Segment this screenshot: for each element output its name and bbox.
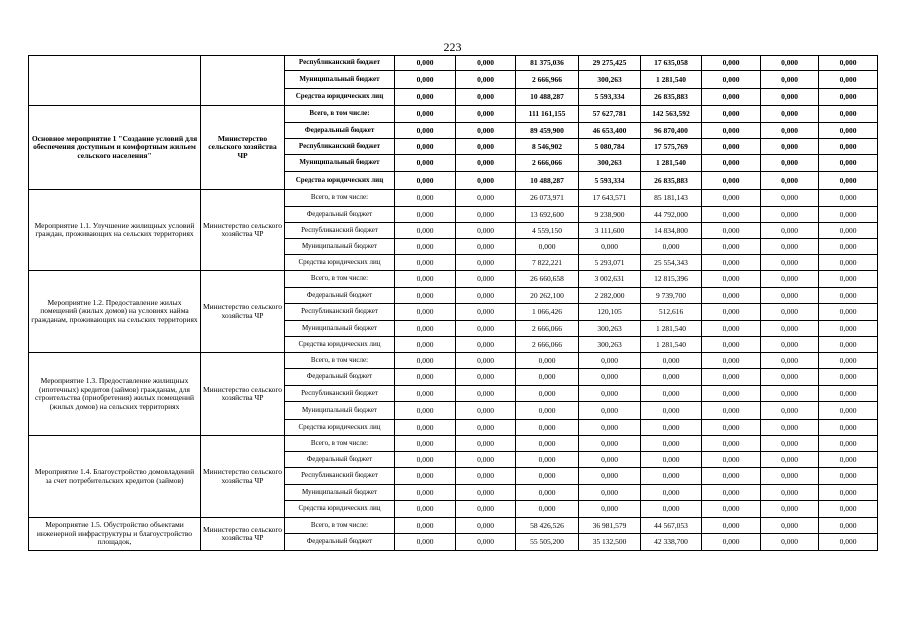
value-cell: 25 554,343 — [641, 255, 702, 271]
value-cell: 2 666,066 — [516, 337, 579, 353]
value-cell: 0,000 — [819, 402, 878, 420]
value-cell: 0,000 — [579, 501, 641, 518]
value-cell: 0,000 — [395, 485, 456, 501]
value-cell: 0,000 — [516, 402, 579, 420]
value-cell: 0,000 — [819, 452, 878, 468]
value-cell: 0,000 — [761, 56, 819, 71]
funding-source-cell: Всего, в том числе: — [285, 106, 395, 123]
value-cell: 0,000 — [702, 255, 761, 271]
responsible-org-cell: Министерство сельского хозяйства ЧР — [201, 353, 285, 436]
value-cell: 0,000 — [395, 534, 456, 551]
value-cell: 0,000 — [761, 321, 819, 337]
value-cell: 0,000 — [819, 468, 878, 485]
value-cell: 0,000 — [456, 436, 516, 452]
table-row — [29, 190, 878, 207]
value-cell: 0,000 — [456, 452, 516, 468]
table-row — [29, 56, 878, 71]
value-cell: 35 132,500 — [579, 534, 641, 551]
value-cell: 13 692,600 — [516, 207, 579, 223]
funding-source-cell: Федеральный бюджет — [285, 207, 395, 223]
funding-source-cell: Средства юридических лиц — [285, 420, 395, 436]
value-cell: 0,000 — [395, 239, 456, 255]
value-cell: 0,000 — [702, 89, 761, 106]
value-cell: 0,000 — [456, 106, 516, 123]
value-cell: 0,000 — [819, 172, 878, 190]
value-cell: 5 593,334 — [579, 89, 641, 106]
value-cell: 0,000 — [395, 369, 456, 386]
funding-source-cell: Всего, в том числе: — [285, 353, 395, 369]
value-cell: 0,000 — [761, 534, 819, 551]
value-cell: 0,000 — [819, 386, 878, 402]
funding-source-cell: Федеральный бюджет — [285, 534, 395, 551]
value-cell: 89 459,900 — [516, 123, 579, 139]
value-cell: 0,000 — [641, 485, 702, 501]
value-cell: 0,000 — [761, 353, 819, 369]
value-cell: 0,000 — [702, 436, 761, 452]
value-cell: 0,000 — [761, 106, 819, 123]
value-cell: 0,000 — [819, 534, 878, 551]
table-row — [29, 436, 878, 452]
value-cell: 5 593,334 — [579, 172, 641, 190]
value-cell: 0,000 — [761, 436, 819, 452]
value-cell: 0,000 — [702, 288, 761, 304]
value-cell: 0,000 — [702, 386, 761, 402]
funding-source-cell: Муниципальный бюджет — [285, 402, 395, 420]
value-cell: 0,000 — [641, 468, 702, 485]
value-cell: 0,000 — [641, 501, 702, 518]
funding-source-cell: Всего, в том числе: — [285, 436, 395, 452]
value-cell: 36 981,579 — [579, 518, 641, 534]
value-cell: 0,000 — [395, 155, 456, 172]
value-cell: 0,000 — [395, 501, 456, 518]
value-cell: 0,000 — [395, 518, 456, 534]
value-cell: 96 870,400 — [641, 123, 702, 139]
table-body — [29, 56, 878, 551]
value-cell: 0,000 — [819, 155, 878, 172]
funding-source-cell: Средства юридических лиц — [285, 255, 395, 271]
value-cell: 0,000 — [819, 271, 878, 288]
table-row — [29, 518, 878, 534]
value-cell: 0,000 — [456, 239, 516, 255]
value-cell: 0,000 — [579, 369, 641, 386]
value-cell: 0,000 — [395, 353, 456, 369]
funding-source-cell: Республиканский бюджет — [285, 468, 395, 485]
activity-name-cell — [29, 56, 201, 106]
value-cell: 0,000 — [579, 485, 641, 501]
funding-source-cell: Республиканский бюджет — [285, 386, 395, 402]
value-cell: 0,000 — [702, 501, 761, 518]
value-cell: 0,000 — [819, 337, 878, 353]
value-cell: 0,000 — [641, 420, 702, 436]
value-cell: 0,000 — [456, 485, 516, 501]
funding-source-cell: Средства юридических лиц — [285, 172, 395, 190]
value-cell: 3 111,600 — [579, 223, 641, 239]
value-cell: 42 338,700 — [641, 534, 702, 551]
value-cell: 0,000 — [579, 468, 641, 485]
value-cell: 0,000 — [761, 172, 819, 190]
funding-source-cell: Федеральный бюджет — [285, 123, 395, 139]
value-cell: 0,000 — [395, 106, 456, 123]
value-cell: 0,000 — [702, 468, 761, 485]
value-cell: 0,000 — [395, 172, 456, 190]
value-cell: 0,000 — [516, 353, 579, 369]
value-cell: 0,000 — [456, 139, 516, 155]
value-cell: 0,000 — [761, 139, 819, 155]
value-cell: 0,000 — [819, 89, 878, 106]
value-cell: 0,000 — [702, 337, 761, 353]
value-cell: 0,000 — [456, 190, 516, 207]
activity-name-cell: Мероприятие 1.2. Предоставление жилых помещений (жилых домов) на условиях найма гражданам, проживающих на сельских территориях — [29, 271, 201, 353]
value-cell: 0,000 — [702, 155, 761, 172]
value-cell: 0,000 — [395, 123, 456, 139]
value-cell: 0,000 — [641, 369, 702, 386]
funding-source-cell: Муниципальный бюджет — [285, 485, 395, 501]
value-cell: 0,000 — [641, 386, 702, 402]
value-cell: 5 080,784 — [579, 139, 641, 155]
value-cell: 5 293,071 — [579, 255, 641, 271]
value-cell: 17 575,769 — [641, 139, 702, 155]
value-cell: 0,000 — [702, 369, 761, 386]
funding-source-cell: Республиканский бюджет — [285, 304, 395, 321]
value-cell: 0,000 — [819, 207, 878, 223]
value-cell: 0,000 — [456, 420, 516, 436]
value-cell: 0,000 — [819, 223, 878, 239]
value-cell: 0,000 — [456, 172, 516, 190]
value-cell: 0,000 — [516, 436, 579, 452]
value-cell: 0,000 — [761, 71, 819, 89]
value-cell: 0,000 — [819, 190, 878, 207]
value-cell: 0,000 — [395, 139, 456, 155]
value-cell: 0,000 — [702, 353, 761, 369]
value-cell: 300,263 — [579, 71, 641, 89]
value-cell: 0,000 — [761, 386, 819, 402]
value-cell: 29 275,425 — [579, 56, 641, 71]
value-cell: 0,000 — [516, 386, 579, 402]
value-cell: 0,000 — [456, 402, 516, 420]
value-cell: 0,000 — [516, 501, 579, 518]
value-cell: 0,000 — [456, 337, 516, 353]
value-cell: 0,000 — [761, 468, 819, 485]
value-cell: 44 567,053 — [641, 518, 702, 534]
value-cell: 0,000 — [395, 89, 456, 106]
value-cell: 142 563,592 — [641, 106, 702, 123]
value-cell: 0,000 — [395, 255, 456, 271]
value-cell: 2 282,000 — [579, 288, 641, 304]
value-cell: 0,000 — [456, 56, 516, 71]
value-cell: 55 505,200 — [516, 534, 579, 551]
value-cell: 0,000 — [395, 402, 456, 420]
value-cell: 0,000 — [702, 420, 761, 436]
value-cell: 0,000 — [702, 106, 761, 123]
value-cell: 0,000 — [819, 106, 878, 123]
value-cell: 0,000 — [456, 353, 516, 369]
value-cell: 0,000 — [579, 402, 641, 420]
value-cell: 3 002,631 — [579, 271, 641, 288]
value-cell: 26 835,883 — [641, 89, 702, 106]
value-cell: 81 375,036 — [516, 56, 579, 71]
value-cell: 0,000 — [456, 468, 516, 485]
value-cell: 0,000 — [456, 369, 516, 386]
funding-source-cell: Муниципальный бюджет — [285, 155, 395, 172]
funding-source-cell: Муниципальный бюджет — [285, 239, 395, 255]
value-cell: 0,000 — [579, 420, 641, 436]
value-cell: 0,000 — [456, 71, 516, 89]
value-cell: 0,000 — [456, 207, 516, 223]
value-cell: 0,000 — [395, 468, 456, 485]
funding-source-cell: Муниципальный бюджет — [285, 321, 395, 337]
value-cell: 0,000 — [395, 223, 456, 239]
value-cell: 0,000 — [702, 518, 761, 534]
value-cell: 0,000 — [819, 304, 878, 321]
value-cell: 8 546,902 — [516, 139, 579, 155]
value-cell: 0,000 — [819, 420, 878, 436]
value-cell: 0,000 — [579, 239, 641, 255]
value-cell: 0,000 — [702, 402, 761, 420]
value-cell: 0,000 — [702, 139, 761, 155]
value-cell: 0,000 — [395, 71, 456, 89]
value-cell: 0,000 — [516, 452, 579, 468]
value-cell: 0,000 — [702, 304, 761, 321]
value-cell: 0,000 — [819, 255, 878, 271]
value-cell: 0,000 — [579, 353, 641, 369]
value-cell: 0,000 — [761, 420, 819, 436]
table-row — [29, 106, 878, 123]
value-cell: 111 161,155 — [516, 106, 579, 123]
value-cell: 0,000 — [641, 353, 702, 369]
value-cell: 0,000 — [641, 239, 702, 255]
value-cell: 0,000 — [761, 304, 819, 321]
value-cell: 0,000 — [641, 452, 702, 468]
value-cell: 0,000 — [819, 485, 878, 501]
funding-source-cell: Республиканский бюджет — [285, 139, 395, 155]
funding-source-cell: Средства юридических лиц — [285, 89, 395, 106]
value-cell: 0,000 — [702, 321, 761, 337]
value-cell: 0,000 — [761, 501, 819, 518]
value-cell: 0,000 — [516, 468, 579, 485]
funding-source-cell: Федеральный бюджет — [285, 288, 395, 304]
value-cell: 0,000 — [819, 518, 878, 534]
value-cell: 0,000 — [579, 386, 641, 402]
value-cell: 10 488,287 — [516, 172, 579, 190]
value-cell: 26 660,658 — [516, 271, 579, 288]
value-cell: 512,616 — [641, 304, 702, 321]
value-cell: 0,000 — [456, 89, 516, 106]
value-cell: 0,000 — [516, 420, 579, 436]
value-cell: 44 792,000 — [641, 207, 702, 223]
value-cell: 0,000 — [579, 452, 641, 468]
responsible-org-cell: Министерство сельского хозяйства ЧР — [201, 271, 285, 353]
funding-source-cell: Всего, в том числе: — [285, 518, 395, 534]
value-cell: 0,000 — [819, 369, 878, 386]
value-cell: 0,000 — [819, 288, 878, 304]
funding-source-cell: Муниципальный бюджет — [285, 71, 395, 89]
value-cell: 0,000 — [641, 402, 702, 420]
value-cell: 0,000 — [761, 271, 819, 288]
funding-source-cell: Средства юридических лиц — [285, 501, 395, 518]
value-cell: 0,000 — [702, 452, 761, 468]
value-cell: 85 181,143 — [641, 190, 702, 207]
value-cell: 0,000 — [761, 337, 819, 353]
value-cell: 0,000 — [456, 386, 516, 402]
funding-source-cell: Республиканский бюджет — [285, 223, 395, 239]
value-cell: 1 066,426 — [516, 304, 579, 321]
value-cell: 58 426,526 — [516, 518, 579, 534]
value-cell: 0,000 — [761, 239, 819, 255]
value-cell: 0,000 — [761, 288, 819, 304]
funding-source-cell: Всего, в том числе: — [285, 271, 395, 288]
value-cell: 57 627,781 — [579, 106, 641, 123]
value-cell: 0,000 — [702, 56, 761, 71]
page-number: 223 — [443, 40, 462, 54]
value-cell: 0,000 — [761, 452, 819, 468]
value-cell: 1 281,540 — [641, 337, 702, 353]
activity-name-cell: Основное мероприятие 1 "Создание условий для обеспечения доступным и комфортным жильем сельского населения" — [29, 106, 201, 190]
value-cell: 9 739,700 — [641, 288, 702, 304]
value-cell: 0,000 — [761, 123, 819, 139]
value-cell: 7 822,221 — [516, 255, 579, 271]
responsible-org-cell: Министерство сельского хозяйства ЧР — [201, 436, 285, 518]
value-cell: 0,000 — [761, 402, 819, 420]
responsible-org-cell: Министерство сельского хозяйства ЧР — [201, 190, 285, 271]
value-cell: 4 559,150 — [516, 223, 579, 239]
value-cell: 0,000 — [395, 337, 456, 353]
value-cell: 0,000 — [456, 155, 516, 172]
responsible-org-cell: Министерство сельского хозяйства ЧР — [201, 518, 285, 551]
value-cell: 0,000 — [819, 123, 878, 139]
funding-source-cell: Средства юридических лиц — [285, 337, 395, 353]
responsible-org-cell — [201, 56, 285, 106]
value-cell: 26 073,971 — [516, 190, 579, 207]
value-cell: 0,000 — [456, 304, 516, 321]
funding-source-cell: Всего, в том числе: — [285, 190, 395, 207]
value-cell: 0,000 — [456, 518, 516, 534]
value-cell: 300,263 — [579, 337, 641, 353]
value-cell: 0,000 — [395, 420, 456, 436]
value-cell: 0,000 — [819, 71, 878, 89]
value-cell: 0,000 — [395, 452, 456, 468]
value-cell: 300,263 — [579, 155, 641, 172]
value-cell: 0,000 — [761, 207, 819, 223]
value-cell: 0,000 — [819, 353, 878, 369]
value-cell: 0,000 — [702, 207, 761, 223]
value-cell: 2 666,066 — [516, 155, 579, 172]
value-cell: 20 262,100 — [516, 288, 579, 304]
value-cell: 0,000 — [702, 71, 761, 89]
value-cell: 0,000 — [395, 304, 456, 321]
value-cell: 0,000 — [702, 223, 761, 239]
value-cell: 0,000 — [761, 255, 819, 271]
value-cell: 26 835,883 — [641, 172, 702, 190]
value-cell: 1 281,540 — [641, 155, 702, 172]
value-cell: 0,000 — [761, 223, 819, 239]
value-cell: 0,000 — [579, 436, 641, 452]
value-cell: 17 643,571 — [579, 190, 641, 207]
value-cell: 0,000 — [702, 239, 761, 255]
value-cell: 0,000 — [702, 485, 761, 501]
value-cell: 10 488,287 — [516, 89, 579, 106]
value-cell: 46 653,400 — [579, 123, 641, 139]
value-cell: 0,000 — [456, 501, 516, 518]
funding-source-cell: Федеральный бюджет — [285, 452, 395, 468]
value-cell: 0,000 — [395, 436, 456, 452]
value-cell: 2 666,966 — [516, 71, 579, 89]
activity-name-cell: Мероприятие 1.4. Благоустройство домовладений за счет потребительских кредитов (займов) — [29, 436, 201, 518]
value-cell: 0,000 — [456, 255, 516, 271]
value-cell: 0,000 — [819, 436, 878, 452]
value-cell: 0,000 — [761, 89, 819, 106]
value-cell: 9 238,900 — [579, 207, 641, 223]
value-cell: 0,000 — [456, 321, 516, 337]
value-cell: 0,000 — [641, 436, 702, 452]
value-cell: 0,000 — [761, 518, 819, 534]
value-cell: 0,000 — [819, 56, 878, 71]
value-cell: 0,000 — [395, 288, 456, 304]
activity-name-cell: Мероприятие 1.1. Улучшение жилищных условий граждан, проживающих на сельских территориях — [29, 190, 201, 271]
value-cell: 0,000 — [516, 239, 579, 255]
value-cell: 120,105 — [579, 304, 641, 321]
value-cell: 0,000 — [819, 321, 878, 337]
activity-name-cell: Мероприятие 1.3. Предоставление жилищных (ипотечных) кредитов (займов) гражданам, для строительства (приобретения) жилых помещений (жилых домов) на сельских территориях — [29, 353, 201, 436]
value-cell: 0,000 — [395, 321, 456, 337]
value-cell: 1 281,540 — [641, 71, 702, 89]
responsible-org-cell: Министерство сельского хозяйства ЧР — [201, 106, 285, 190]
value-cell: 300,263 — [579, 321, 641, 337]
funding-source-cell: Республиканский бюджет — [285, 56, 395, 71]
value-cell: 0,000 — [819, 239, 878, 255]
budget-table — [28, 55, 878, 551]
value-cell: 0,000 — [456, 534, 516, 551]
value-cell: 0,000 — [516, 485, 579, 501]
table-row — [29, 353, 878, 369]
value-cell: 14 834,800 — [641, 223, 702, 239]
activity-name-cell: Мероприятие 1.5. Обустройство объектами инженерной инфраструктуры и благоустройство площадок, — [29, 518, 201, 551]
value-cell: 0,000 — [761, 190, 819, 207]
value-cell: 0,000 — [456, 123, 516, 139]
value-cell: 0,000 — [395, 56, 456, 71]
value-cell: 0,000 — [395, 386, 456, 402]
value-cell: 0,000 — [516, 369, 579, 386]
value-cell: 0,000 — [456, 271, 516, 288]
funding-source-cell: Федеральный бюджет — [285, 369, 395, 386]
value-cell: 0,000 — [702, 123, 761, 139]
value-cell: 0,000 — [702, 271, 761, 288]
table-row — [29, 271, 878, 288]
value-cell: 0,000 — [819, 139, 878, 155]
value-cell: 0,000 — [702, 534, 761, 551]
value-cell: 0,000 — [761, 485, 819, 501]
value-cell: 0,000 — [819, 501, 878, 518]
value-cell: 12 815,396 — [641, 271, 702, 288]
value-cell: 0,000 — [456, 223, 516, 239]
value-cell: 1 281,540 — [641, 321, 702, 337]
value-cell: 0,000 — [702, 190, 761, 207]
value-cell: 2 666,066 — [516, 321, 579, 337]
value-cell: 0,000 — [456, 288, 516, 304]
value-cell: 0,000 — [395, 190, 456, 207]
value-cell: 0,000 — [395, 207, 456, 223]
value-cell: 0,000 — [395, 271, 456, 288]
value-cell: 17 635,058 — [641, 56, 702, 71]
value-cell: 0,000 — [761, 155, 819, 172]
value-cell: 0,000 — [761, 369, 819, 386]
value-cell: 0,000 — [702, 172, 761, 190]
